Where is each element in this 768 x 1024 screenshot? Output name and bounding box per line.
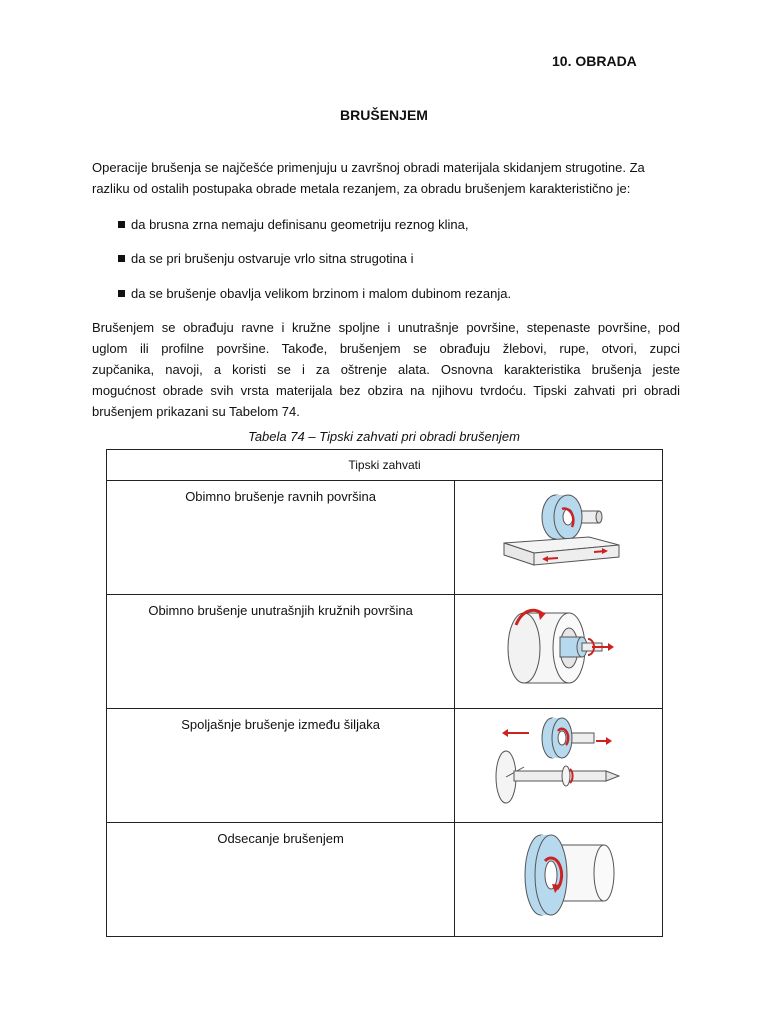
paragraph-line: zupčanika, navoji, a koristi se i za oštrenje alata. Osnovna karakteristika brušenja jeste — [92, 362, 680, 377]
bullet-text: da se brušenje obavlja velikom brzinom i malom dubinom rezanja. — [131, 286, 512, 301]
paragraph-line: Brušenjem se obrađuju ravne i kružne spoljne i unutrašnje površine, stepenaste površine, pod — [92, 320, 680, 335]
bullet-item — [118, 286, 511, 301]
cutoff-grinding-icon — [489, 823, 629, 923]
operation-label: Obimno brušenje ravnih površina — [107, 481, 455, 595]
paragraph-line: mogućnost obrade svih vrsta materijala bez obzira na njihovu tvrdoću. Tipski zahvati pri obradi — [92, 383, 680, 398]
bullet-square-icon — [118, 221, 125, 228]
internal-grinding-icon — [494, 595, 624, 695]
bullet-item — [118, 217, 468, 232]
table-row — [107, 595, 663, 709]
bullet-item — [118, 251, 414, 266]
bullet-text: da se pri brušenju ostvaruje vrlo sitna strugotina i — [131, 251, 414, 266]
operation-illustration — [455, 823, 663, 937]
bullet-square-icon — [118, 290, 125, 297]
bullet-text: da brusna zrna nemaju definisanu geometriju reznog klina, — [131, 217, 469, 232]
table-row — [107, 823, 663, 937]
external-grinding-icon — [484, 709, 634, 809]
table-row — [107, 709, 663, 823]
operation-label: Spoljašnje brušenje između šiljaka — [107, 709, 455, 823]
table-caption: Tabela 74 – Tipski zahvati pri obradi brušenjem — [248, 429, 520, 444]
paragraph-line: uglom ili profilne površine. Takođe, brušenjem se obrađuju žlebovi, rupe, otvori, zupci — [92, 341, 680, 356]
chapter-subtitle: BRUŠENJEM — [340, 107, 428, 123]
chapter-heading: 10. OBRADA — [552, 53, 637, 69]
operation-label: Odsecanje brušenjem — [107, 823, 455, 937]
grinding-operations-table — [106, 449, 663, 937]
intro-line: razliku od ostalih postupaka obrade metala rezanjem, za obradu brušenjem karakteristično je: — [92, 181, 631, 196]
intro-line: Operacije brušenja se najčešće primenjuju u završnoj obradi materijala skidanjem strugotine. Za — [92, 160, 645, 175]
operation-label: Obimno brušenje unutrašnjih kružnih površina — [107, 595, 455, 709]
operation-illustration — [455, 595, 663, 709]
paragraph-line: brušenjem prikazani su Tabelom 74. — [92, 404, 300, 419]
operation-illustration — [455, 709, 663, 823]
bullet-square-icon — [118, 255, 125, 262]
table-header: Tipski zahvati — [107, 450, 663, 481]
table-row — [107, 481, 663, 595]
body-paragraph — [92, 317, 680, 422]
operation-illustration — [455, 481, 663, 595]
surface-grinding-icon — [494, 481, 624, 581]
intro-paragraph — [92, 157, 692, 199]
